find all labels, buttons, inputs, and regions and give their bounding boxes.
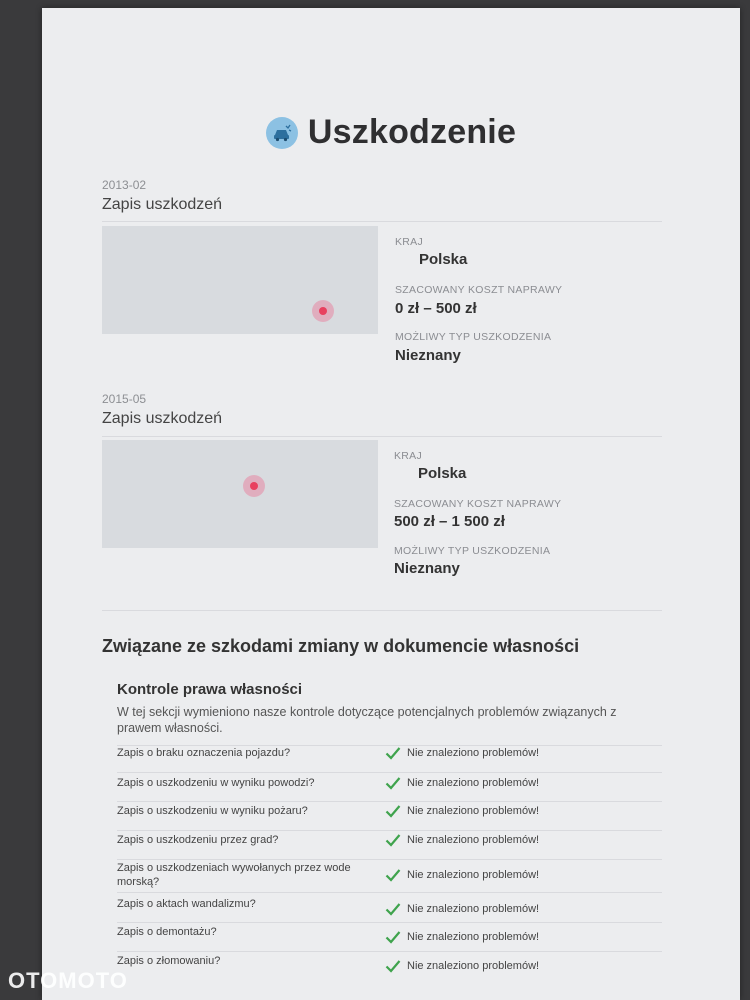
location-map	[102, 440, 378, 548]
ownership-description: W tej sekcji wymieniono nasze kontrole dotyczące potencjalnych problemów związanych z prawem własności.	[117, 705, 617, 735]
checkmark-icon	[385, 804, 401, 818]
divider	[117, 859, 662, 860]
divider	[117, 801, 662, 802]
checkmark-icon	[385, 959, 401, 973]
cost-value: 0 zł – 500 zł	[395, 300, 477, 317]
country-value: Polska	[419, 251, 468, 268]
record-title: Zapis uszkodzeń	[102, 410, 223, 427]
record-date: 2013-02	[102, 178, 147, 192]
checkmark-icon	[385, 902, 401, 916]
country-value: Polska	[418, 465, 467, 482]
checkmark-icon	[385, 930, 401, 944]
watermark-logo: OTOMOTO	[8, 968, 128, 993]
cost-label: SZACOWANY KOSZT NAPRAWY	[394, 498, 562, 510]
check-result-text: Nie znaleziono problemów!	[407, 747, 540, 759]
divider	[117, 951, 662, 952]
damage-type-label: MOŻLIWY TYP USZKODZENIA	[395, 331, 552, 343]
cost-label: SZACOWANY KOSZT NAPRAWY	[395, 284, 563, 296]
check-question: Zapis o uszkodzeniu w wyniku powodzi?	[117, 777, 315, 789]
damage-type-value: Nieznany	[394, 560, 460, 577]
check-question: Zapis o złomowaniu?	[117, 955, 221, 967]
check-result	[385, 746, 539, 760]
checkmark-icon	[385, 776, 401, 790]
check-question: Zapis o aktach wandalizmu?	[117, 898, 256, 910]
divider	[117, 830, 662, 831]
cost-value: 500 zł – 1 500 zł	[394, 513, 505, 530]
check-result	[385, 959, 539, 973]
check-result	[385, 776, 539, 790]
check-result-text: Nie znaleziono problemów!	[407, 805, 540, 817]
divider	[102, 436, 662, 437]
country-label: KRAJ	[395, 236, 424, 248]
page-title: Uszkodzenie	[307, 113, 517, 151]
divider	[102, 221, 662, 222]
car-crash-icon	[266, 117, 298, 149]
check-question: Zapis o uszkodzeniu w wyniku pożaru?	[117, 805, 308, 817]
country-label: KRAJ	[394, 450, 423, 462]
damage-record	[102, 178, 662, 214]
check-result	[385, 930, 539, 944]
check-result-text: Nie znaleziono problemów!	[407, 960, 540, 972]
check-result	[385, 868, 539, 882]
check-result	[385, 902, 539, 916]
location-map	[102, 226, 378, 334]
check-result-text: Nie znaleziono problemów!	[407, 834, 540, 846]
record-date: 2015-05	[102, 392, 147, 406]
checkmark-icon	[385, 746, 401, 760]
check-result	[385, 833, 539, 847]
check-question: Zapis o braku oznaczenia pojazdu?	[117, 747, 291, 759]
ownership-subheading: Kontrole prawa własności	[117, 681, 303, 698]
check-question: Zapis o uszkodzeniu przez grad?	[117, 834, 279, 846]
damage-record	[102, 392, 662, 428]
divider	[102, 610, 662, 611]
checkmark-icon	[385, 833, 401, 847]
divider	[117, 922, 662, 923]
record-title: Zapis uszkodzeń	[102, 196, 223, 213]
check-result-text: Nie znaleziono problemów!	[407, 903, 540, 915]
check-result-text: Nie znaleziono problemów!	[407, 931, 540, 943]
check-result	[385, 804, 539, 818]
check-question: Zapis o uszkodzeniach wywołanych przez wode morską?	[117, 862, 351, 888]
divider	[117, 892, 662, 893]
damage-type-label: MOŻLIWY TYP USZKODZENIA	[394, 545, 551, 557]
section-title	[42, 113, 740, 152]
damage-type-value: Nieznany	[395, 347, 461, 364]
ownership-heading: Związane ze szkodami zmiany w dokumencie własności	[102, 636, 580, 656]
report-page	[42, 8, 740, 1000]
check-result-text: Nie znaleziono problemów!	[407, 869, 540, 881]
check-result-text: Nie znaleziono problemów!	[407, 777, 540, 789]
checkmark-icon	[385, 868, 401, 882]
check-question: Zapis o demontażu?	[117, 926, 217, 938]
map-pin-icon	[243, 475, 265, 497]
map-pin-icon	[312, 300, 334, 322]
divider	[117, 772, 662, 773]
